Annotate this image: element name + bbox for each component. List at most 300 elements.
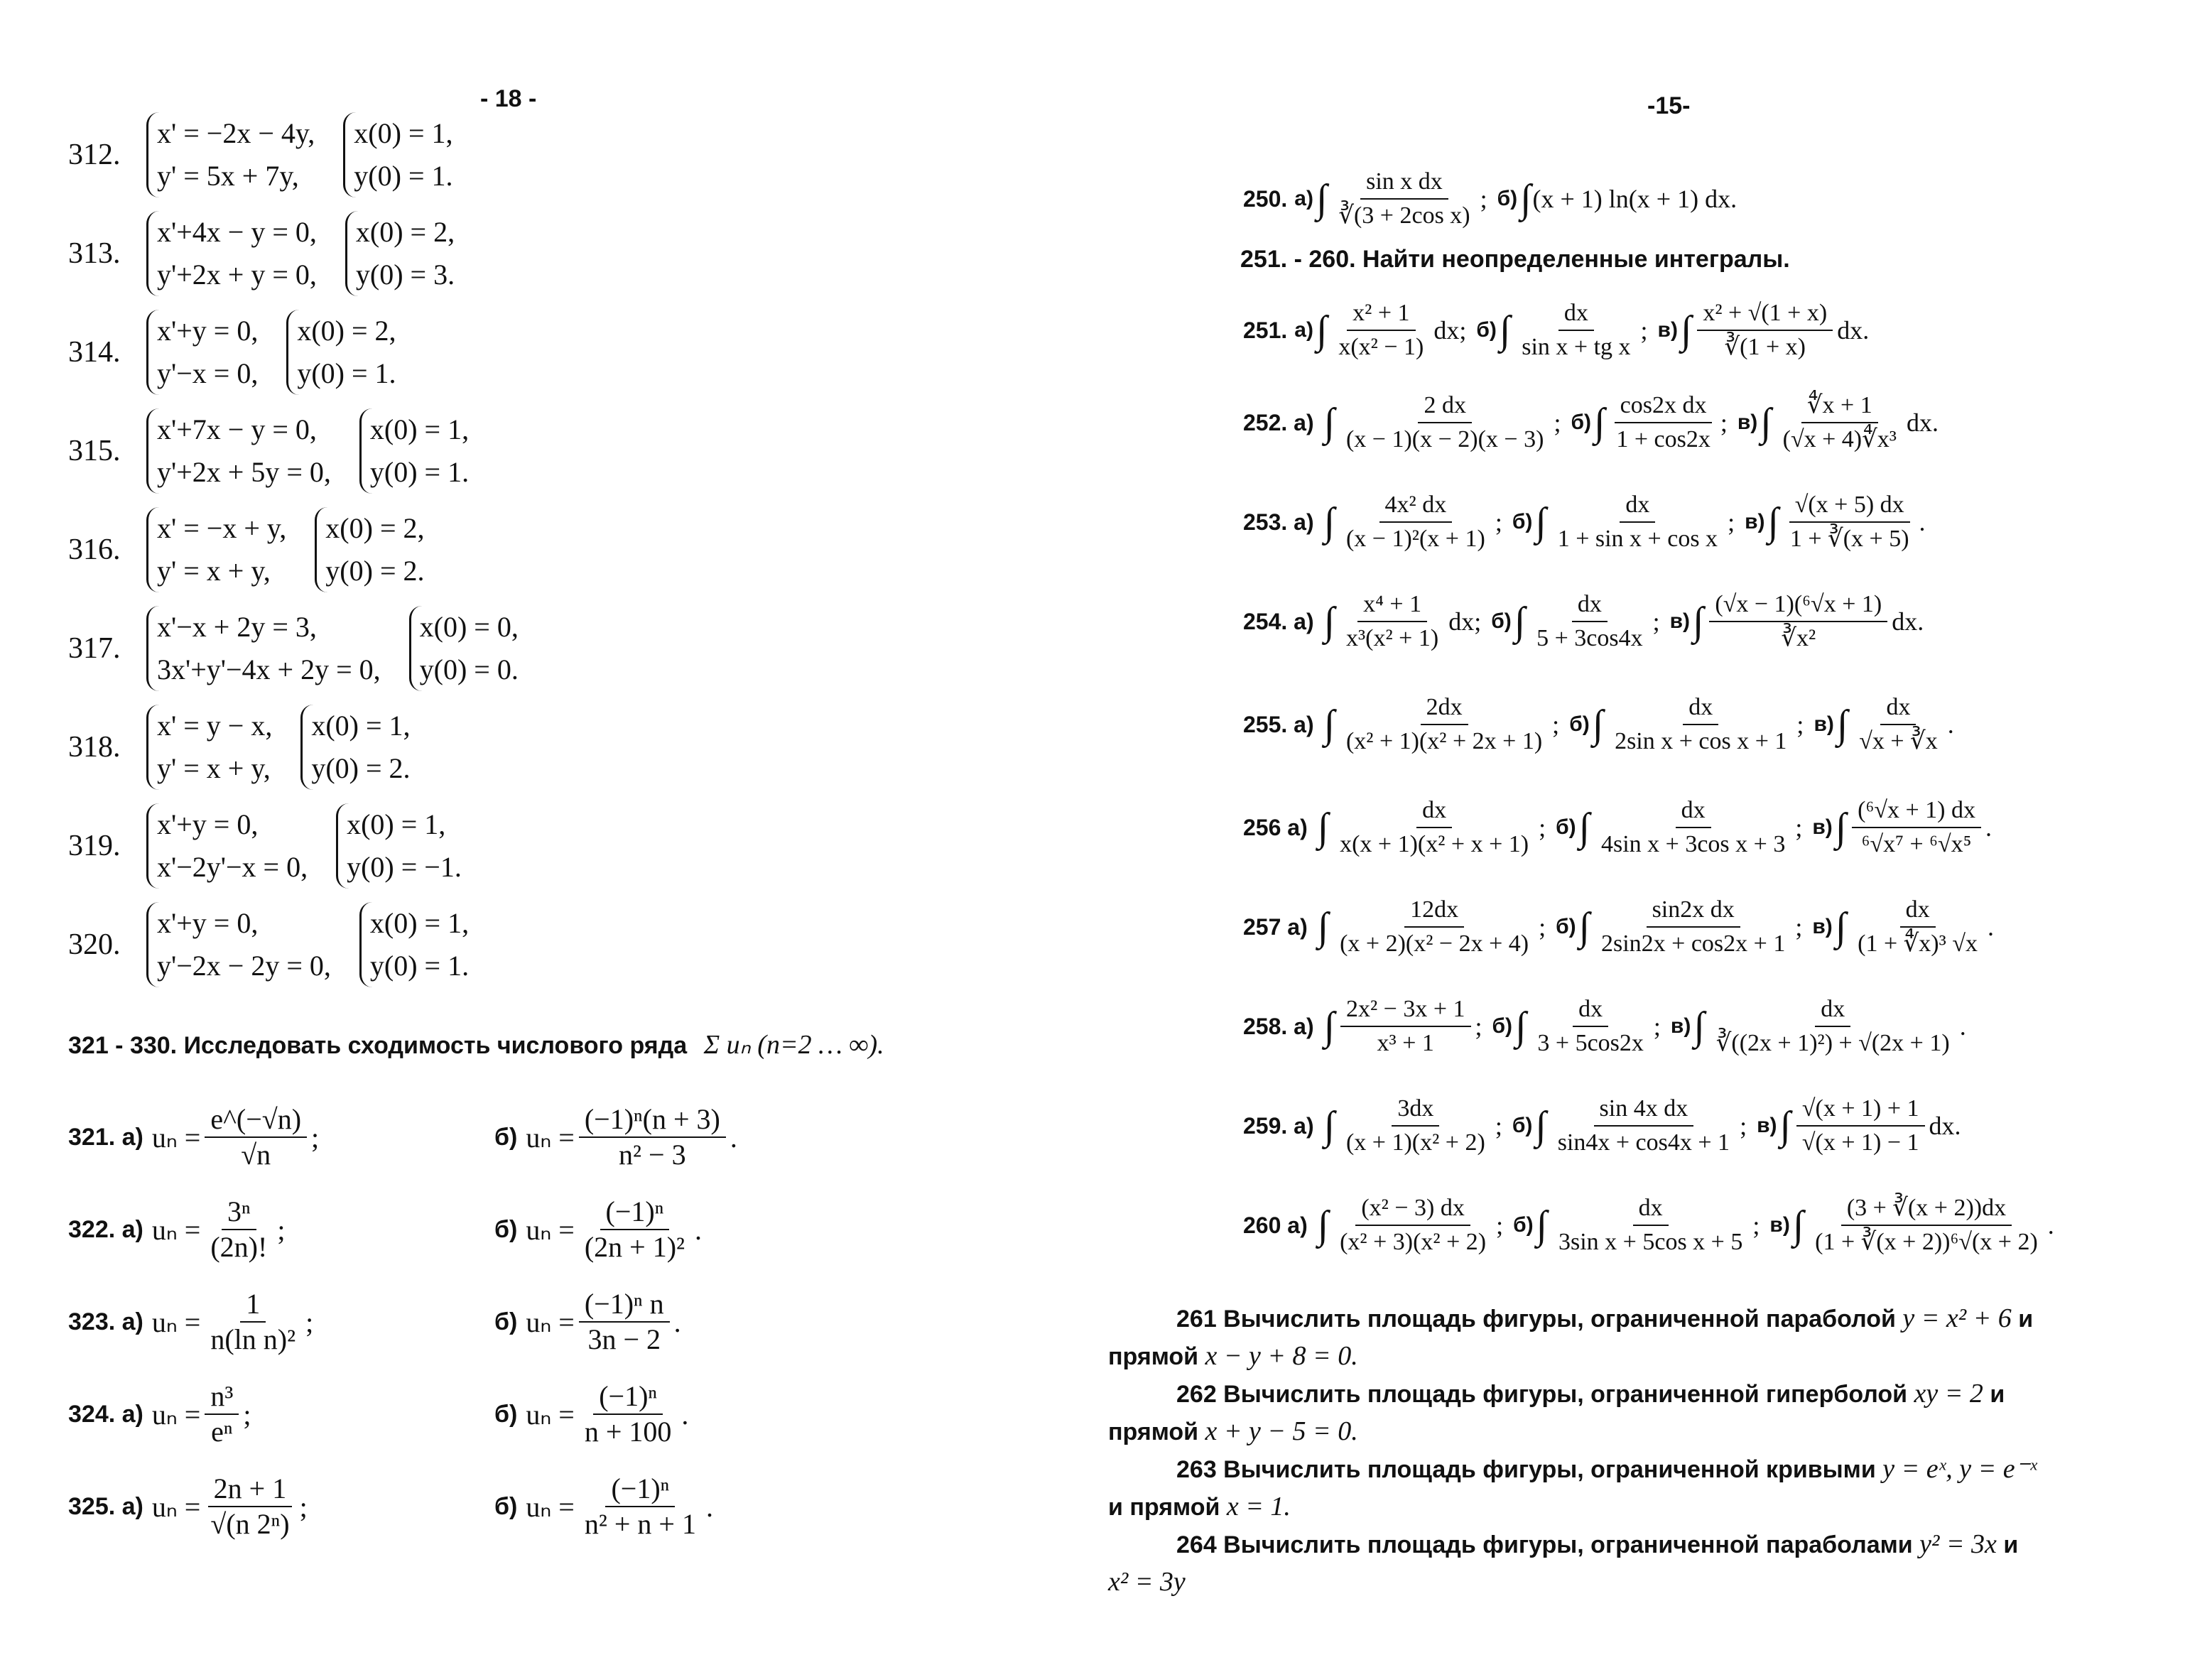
- integral-sign-icon: ∫: [1836, 702, 1848, 747]
- integral-item-end: ;: [1475, 1012, 1482, 1041]
- task-line2-formula: x + y − 5 = 0.: [1205, 1416, 1358, 1446]
- initial-condition-1: x(0) = 2,: [325, 512, 425, 544]
- task-and: и: [2003, 1531, 2019, 1558]
- integrand-fraction: [1609, 691, 1792, 758]
- integrand-fraction-numerator: 2 dx: [1418, 389, 1472, 423]
- integrand-fraction-denominator: (x² + 1)(x² + 2x + 1): [1345, 728, 1543, 754]
- initial-condition-2: y(0) = 2.: [325, 555, 425, 587]
- integral-item-end: ;: [1539, 913, 1546, 941]
- series-b-lhs: uₙ =: [526, 1306, 575, 1338]
- integral-item-end: ;: [1640, 316, 1648, 344]
- integral-item: [1757, 1092, 1961, 1159]
- integrand-fraction-numerator: dx: [1676, 794, 1711, 828]
- series-a-lhs: uₙ =: [151, 1213, 201, 1246]
- integrand-fraction-denominator: sin x + tg x: [1522, 334, 1631, 360]
- series-a-fraction: [205, 1287, 301, 1357]
- series-a-fraction-denominator: (2n)!: [210, 1231, 268, 1263]
- integrand-fraction-numerator: dx: [1815, 993, 1850, 1027]
- series-b-fraction-denominator: n + 100: [584, 1416, 672, 1448]
- integral-item-end: ;: [1495, 508, 1502, 536]
- integral-item-end: dx;: [1448, 607, 1482, 636]
- task-line2-formula: x − y + 8 = 0.: [1205, 1341, 1358, 1371]
- initial-conditions: [343, 112, 452, 197]
- integrand-fraction-numerator: sin x dx: [1360, 166, 1448, 200]
- integral-item-label: в): [1745, 510, 1765, 533]
- integral-item: [1671, 993, 1966, 1060]
- integral-item: [1571, 389, 1727, 456]
- series-part-a: [68, 1287, 494, 1357]
- integral-row: [1243, 369, 2188, 476]
- series-b-label: б): [494, 1123, 518, 1151]
- integral-item: [1476, 297, 1647, 364]
- series-a-fraction: [205, 1472, 295, 1541]
- series-part-a: [68, 1102, 494, 1172]
- integral-row: [1243, 277, 2188, 384]
- series-b-label: б): [494, 1492, 518, 1520]
- integral-item-label: б): [1492, 1014, 1513, 1038]
- task-text: 264 Вычислить площадь фигуры, ограниченной параболами: [1176, 1531, 1913, 1558]
- integrand-fraction-numerator: (3 + ∛(x + 2))dx: [1841, 1192, 2012, 1226]
- series-b-fraction-numerator: (−1)ⁿ(n + 3): [579, 1102, 726, 1138]
- system-row: [68, 403, 497, 499]
- integral-sign-icon: ∫: [1680, 308, 1692, 352]
- integrand-fraction-numerator: dx: [1880, 691, 1916, 725]
- integrand-fraction-denominator: sin4x + cos4x + 1: [1557, 1129, 1730, 1156]
- integral-item-end: .: [1985, 813, 1992, 842]
- series-b-fraction-denominator: (2n + 1)²: [584, 1231, 685, 1263]
- integrand-fraction: [1340, 993, 1471, 1060]
- integral-sign-icon: ∫: [1323, 1004, 1335, 1048]
- integrand-fraction: [1553, 1192, 1748, 1259]
- integral-item-label: б): [1512, 1114, 1533, 1137]
- series-number: 321. а): [68, 1123, 143, 1151]
- area-task: [1108, 1300, 2185, 1375]
- integrand-fraction-numerator: 12dx: [1404, 894, 1464, 928]
- series-a-lhs: uₙ =: [151, 1306, 201, 1338]
- series-part-a: [68, 1472, 494, 1541]
- integral-number: 258. а): [1243, 1013, 1314, 1039]
- series-b-end: .: [681, 1398, 689, 1431]
- integral-sign-icon: ∫: [1317, 805, 1329, 850]
- integral-sign-icon: ∫: [1779, 1104, 1791, 1148]
- integral-item: [1315, 894, 1546, 960]
- system-equations: [146, 803, 308, 889]
- integrand-fraction-denominator: √(x + 1) − 1: [1801, 1129, 1919, 1156]
- integral-item-end: ;: [1728, 508, 1735, 536]
- initial-conditions: [345, 211, 455, 296]
- series-a-fraction-numerator: 3ⁿ: [222, 1195, 256, 1230]
- series-a-fraction: [205, 1379, 239, 1449]
- integral-sign-icon: ∫: [1760, 401, 1772, 445]
- integrand-fraction: [1531, 993, 1649, 1060]
- integral-item: [1812, 894, 1994, 960]
- integrand-fraction: [1340, 489, 1491, 555]
- integral-item: [1321, 588, 1482, 655]
- integrand-fraction-numerator: dx: [1633, 1192, 1669, 1226]
- integral-item-label: б): [1571, 411, 1591, 434]
- task-formula: y² = 3x: [1919, 1529, 1997, 1559]
- series-b-fraction-numerator: (−1)ⁿ: [600, 1195, 670, 1230]
- integral-item-label: в): [1757, 1114, 1777, 1137]
- integral-sign-icon: ∫: [1535, 500, 1546, 544]
- equation-1: x'+4x − y = 0,: [157, 216, 317, 248]
- initial-conditions: [336, 803, 462, 889]
- integral-item: [1670, 588, 1924, 655]
- system-equations: [146, 408, 331, 494]
- integrand-fraction-denominator: x³ + 1: [1377, 1030, 1434, 1056]
- integral-item: [1321, 993, 1482, 1060]
- integral-item-end: ;: [1539, 813, 1546, 842]
- integral-item: [1569, 691, 1804, 758]
- integrand-fraction-numerator: ∜x + 1: [1801, 389, 1878, 423]
- task-second-line: [1108, 1563, 2185, 1601]
- integral-item-end: ;: [1480, 185, 1487, 213]
- integrand-fraction-denominator: 1 + ∛(x + 5): [1789, 526, 1909, 552]
- integrand-fraction-denominator: (x − 1)²(x + 1): [1345, 526, 1485, 552]
- integrand-fraction-denominator: ∛x²: [1781, 625, 1816, 651]
- task-line2-word: прямой: [1108, 1418, 1199, 1445]
- integrand-fraction-numerator: 3dx: [1392, 1092, 1439, 1127]
- series-b-fraction-numerator: (−1)ⁿ n: [579, 1287, 670, 1323]
- equation-2: y'+2x + y = 0,: [157, 259, 317, 291]
- integrand-fraction-numerator: (√x − 1)(⁶√x + 1): [1709, 588, 1887, 622]
- task-and: и: [1990, 1381, 2005, 1408]
- integral-item: [1812, 794, 1992, 861]
- integral-number: 260 а): [1243, 1212, 1308, 1238]
- area-task: [1108, 1526, 2185, 1601]
- system-equations: [146, 112, 315, 197]
- integrand-fraction-numerator: dx: [1900, 894, 1936, 928]
- integral-item-label: а): [1294, 187, 1313, 210]
- series-b-end: .: [695, 1213, 703, 1246]
- integral-item-label: в): [1737, 411, 1758, 434]
- initial-condition-1: x(0) = 2,: [355, 216, 455, 248]
- integral-number: 257 а): [1243, 913, 1308, 940]
- series-sum: Σ uₙ (n=2 … ∞).: [703, 1030, 884, 1060]
- series-b-fraction: [579, 1195, 690, 1264]
- equation-1: x'+7x − y = 0,: [157, 413, 317, 445]
- system-number: 319.: [68, 830, 121, 862]
- initial-condition-2: y(0) = 1.: [297, 357, 396, 389]
- series-b-lhs: uₙ =: [526, 1121, 575, 1154]
- equation-2: y' = 5x + 7y,: [157, 160, 299, 192]
- equation-2: 3x'+y'−4x + 2y = 0,: [157, 653, 381, 685]
- integral-item-end: ;: [1496, 1211, 1504, 1239]
- integrand-fraction-numerator: sin 4x dx: [1594, 1092, 1694, 1127]
- initial-condition-2: y(0) = 1.: [369, 456, 470, 488]
- initial-conditions: [315, 507, 424, 592]
- equation-2: y' = x + y,: [157, 752, 271, 784]
- integrand-fraction-denominator: 1 + sin x + cos x: [1557, 526, 1718, 552]
- task-line2-formula: x² = 3y: [1108, 1567, 1186, 1597]
- integral-item-end: ;: [1554, 408, 1561, 437]
- integral-item: [1315, 794, 1546, 861]
- integrand-fraction-denominator: 1 + cos2x: [1616, 426, 1710, 452]
- system-number: 320.: [68, 928, 121, 961]
- series-b-fraction: [579, 1102, 726, 1172]
- integral-sign-icon: ∫: [1317, 1203, 1329, 1247]
- integral-item-end: ;: [1795, 913, 1803, 941]
- initial-condition-2: y(0) = 3.: [355, 259, 455, 291]
- system-equations: [146, 705, 272, 790]
- initial-conditions: [409, 606, 519, 691]
- integral-sign-icon: ∫: [1578, 905, 1590, 949]
- integral-item: [1315, 1192, 1503, 1259]
- initial-condition-2: y(0) = 2.: [311, 752, 411, 784]
- integrand-fraction: [1516, 297, 1636, 364]
- series-b-end: .: [705, 1490, 713, 1523]
- integral-item: [1294, 297, 1466, 364]
- integral-sign-icon: ∫: [1323, 1104, 1335, 1148]
- integral-item: [1745, 489, 1925, 555]
- series-a-fraction-denominator: √(n 2ⁿ): [210, 1508, 290, 1540]
- integrand-fraction-numerator: dx: [1683, 691, 1718, 725]
- integrand-fraction: [1340, 1092, 1491, 1159]
- integrand-fraction: [1334, 1192, 1492, 1259]
- series-number: 322. а): [68, 1215, 143, 1243]
- area-task: [1108, 1450, 2185, 1526]
- integral-number: 259. а): [1243, 1112, 1314, 1139]
- integral-item: [1813, 691, 1953, 758]
- area-task: [1108, 1375, 2185, 1450]
- series-part-b: [494, 1287, 681, 1357]
- integral-row: [1243, 146, 2188, 252]
- integral-item-label: б): [1556, 915, 1576, 938]
- integral-sign-icon: ∫: [1578, 805, 1590, 850]
- series-a-fraction: [205, 1195, 273, 1264]
- series-b-end: .: [730, 1121, 737, 1154]
- series-part-b: [494, 1195, 702, 1264]
- integral-row: [1243, 671, 2188, 778]
- integral-item-label: б): [1513, 1213, 1534, 1237]
- system-number: 312.: [68, 139, 121, 171]
- integrand-fraction: [1333, 166, 1475, 232]
- integral-number: 251.: [1243, 317, 1288, 343]
- series-a-end: ;: [299, 1490, 308, 1523]
- series-a-fraction-numerator: 1: [240, 1287, 266, 1323]
- integrand-fraction-denominator: √x + ∛x: [1859, 728, 1938, 754]
- integrand-fraction-denominator: 4sin x + 3cos x + 3: [1600, 831, 1786, 857]
- integrand-fraction-numerator: √(x + 5) dx: [1789, 489, 1910, 523]
- integral-item: [1512, 489, 1735, 555]
- series-row: [68, 1183, 1063, 1276]
- system-number: 315.: [68, 435, 121, 467]
- integrand-fraction: [1552, 489, 1723, 555]
- system-number: 318.: [68, 731, 121, 764]
- integral-row: [1243, 973, 2188, 1080]
- integral-sign-icon: ∫: [1536, 1203, 1547, 1247]
- integral-item: [1512, 1092, 1747, 1159]
- series-b-lhs: uₙ =: [526, 1398, 575, 1431]
- integrand-fraction: [1852, 794, 1981, 861]
- series-row: [68, 1368, 1063, 1460]
- integrand-fraction: [1709, 588, 1887, 655]
- integral-sign-icon: ∫: [1535, 1104, 1546, 1148]
- equation-1: x' = −x + y,: [157, 512, 287, 544]
- equation-1: x'−x + 2y = 3,: [157, 611, 317, 643]
- integral-item-label: в): [1670, 1014, 1691, 1038]
- task-text: 262 Вычислить площадь фигуры, ограниченной гиперболой: [1176, 1381, 1908, 1408]
- system-equations: [146, 211, 317, 296]
- integrand-fraction: [1796, 1092, 1925, 1159]
- series-b-fraction: [579, 1472, 702, 1541]
- integral-sign-icon: ∫: [1835, 805, 1847, 850]
- initial-condition-1: x(0) = 1,: [311, 710, 411, 742]
- initial-condition-1: x(0) = 1,: [369, 413, 470, 445]
- system-row: [68, 699, 439, 796]
- series-b-label: б): [494, 1400, 518, 1428]
- integrand-fraction-numerator: dx: [1573, 993, 1608, 1027]
- series-b-fraction: [579, 1379, 678, 1449]
- integral-item: [1497, 176, 1737, 222]
- system-equations: [146, 310, 258, 395]
- integral-item-end: .: [1947, 710, 1954, 739]
- integral-item: [1737, 389, 1939, 456]
- series-a-lhs: uₙ =: [151, 1398, 201, 1431]
- series-a-fraction-denominator: √n: [241, 1139, 271, 1171]
- integral-sign-icon: ∫: [1514, 599, 1526, 644]
- integrand-fraction-denominator: (√x + 4)∜x³: [1782, 426, 1897, 452]
- integral-row: [1243, 774, 2188, 881]
- integral-item: [1492, 993, 1661, 1060]
- initial-conditions: [359, 408, 469, 494]
- system-row: [68, 205, 483, 302]
- integrand-fraction-denominator: ∛(1 + x): [1724, 334, 1806, 360]
- integrand-fraction-numerator: √(x + 1) + 1: [1796, 1092, 1925, 1127]
- initial-condition-1: x(0) = 1,: [347, 808, 446, 840]
- integral-sign-icon: ∫: [1317, 905, 1329, 949]
- integrand-fraction-numerator: dx: [1620, 489, 1655, 523]
- integral-item-end: ;: [1552, 710, 1560, 739]
- system-row: [68, 798, 490, 894]
- integral-number: 255. а): [1243, 711, 1314, 737]
- integral-item-end: ;: [1796, 710, 1804, 739]
- series-a-end: ;: [311, 1121, 320, 1154]
- integral-item-end: ;: [1720, 408, 1728, 437]
- integrand-fraction-denominator: x(x + 1)(x² + x + 1): [1340, 831, 1529, 857]
- integrand-fraction-denominator: (1 + ∜x)³ √x: [1858, 930, 1978, 957]
- equation-1: x'+y = 0,: [157, 907, 259, 939]
- task-line2-formula: x = 1.: [1226, 1492, 1291, 1521]
- task-text: 261 Вычислить площадь фигуры, ограниченной параболой: [1176, 1306, 1896, 1333]
- series-b-fraction-numerator: (−1)ⁿ: [593, 1379, 663, 1415]
- integral-item-end: .: [1959, 1012, 1966, 1041]
- series-a-lhs: uₙ =: [151, 1121, 201, 1154]
- integral-item: [1321, 489, 1502, 555]
- integral-item-label: в): [1812, 815, 1833, 839]
- integrand-fraction-numerator: 4x² dx: [1379, 489, 1453, 523]
- equation-2: y' = x + y,: [157, 555, 271, 587]
- integral-item-end: ;: [1752, 1211, 1760, 1239]
- series-row: [68, 1460, 1063, 1553]
- integral-item-end: ;: [1652, 607, 1660, 636]
- integral-item: [1321, 1092, 1502, 1159]
- task-second-line: [1108, 1337, 2185, 1375]
- series-part-b: [494, 1102, 737, 1172]
- integrand-fraction-numerator: dx: [1572, 588, 1608, 622]
- initial-condition-1: x(0) = 1,: [369, 907, 470, 939]
- integral-row: [1243, 1073, 2188, 1179]
- system-number: 317.: [68, 632, 121, 665]
- integral-number: 252. а): [1243, 409, 1314, 435]
- integral-sign-icon: ∫: [1515, 1004, 1527, 1048]
- task-text: 263 Вычислить площадь фигуры, ограниченной кривыми: [1176, 1456, 1876, 1483]
- system-equations: [146, 606, 381, 691]
- integral-item-label: в): [1657, 318, 1678, 342]
- integrand-fraction: [1697, 297, 1833, 364]
- integrand-fraction-denominator: (x + 1)(x² + 2): [1345, 1129, 1485, 1156]
- integral-sign-icon: ∫: [1593, 401, 1605, 445]
- system-row: [68, 501, 453, 598]
- integral-item-label: а): [1294, 318, 1313, 342]
- integral-number: 250.: [1243, 185, 1288, 212]
- initial-conditions: [286, 310, 396, 395]
- integral-sign-icon: ∫: [1693, 599, 1704, 644]
- integrand-fraction-numerator: (⁶√x + 1) dx: [1852, 794, 1981, 828]
- initial-conditions: [359, 902, 469, 987]
- series-a-fraction-denominator: eⁿ: [211, 1416, 233, 1448]
- system-equations: [146, 507, 286, 592]
- task-formula: y = x² + 6: [1902, 1303, 2012, 1333]
- integral-item-end: dx.: [1892, 607, 1924, 636]
- integral-item-end: .: [1987, 913, 1994, 941]
- task-second-line: [1108, 1413, 2185, 1450]
- integral-item-label: б): [1476, 318, 1497, 342]
- integral-item-end: dx;: [1433, 316, 1467, 344]
- integral-number: 253. а): [1243, 509, 1314, 535]
- series-part-b: [494, 1379, 688, 1449]
- integral-sign-icon: ∫: [1323, 401, 1335, 445]
- integral-sign-icon: ∫: [1792, 1203, 1804, 1247]
- integrand-fraction-numerator: dx: [1558, 297, 1594, 331]
- integrand-fraction: [1852, 894, 1983, 960]
- task-line2-word: и прямой: [1108, 1494, 1220, 1521]
- integrand-fraction: [1710, 993, 1956, 1060]
- integrand-fraction-numerator: x² + √(1 + x): [1697, 297, 1833, 331]
- integral-sign-icon: ∫: [1316, 308, 1328, 352]
- system-equations: [146, 902, 331, 987]
- integral-row: [1243, 469, 2188, 575]
- series-row: [68, 1276, 1063, 1368]
- integral-item: [1769, 1192, 2054, 1259]
- integrand-fraction-denominator: ⁶√x⁷ + ⁶√x⁵: [1861, 831, 1972, 857]
- series-part-a: [68, 1379, 494, 1449]
- integral-item-end: .: [2047, 1211, 2054, 1239]
- series-a-end: ;: [277, 1213, 286, 1246]
- integral-item-label: б): [1569, 712, 1590, 736]
- equation-1: x'+y = 0,: [157, 808, 259, 840]
- integrand-fraction: [1340, 588, 1444, 655]
- task-and: и: [2018, 1306, 2034, 1333]
- task-formula: y = eˣ, y = e⁻ˣ: [1882, 1454, 2037, 1484]
- system-row: [68, 600, 547, 697]
- integrand-fraction-numerator: x² + 1: [1347, 297, 1415, 331]
- series-b-fraction-denominator: n² + n + 1: [584, 1508, 696, 1540]
- integral-row: [1243, 874, 2188, 980]
- integrand-fraction: [1784, 489, 1915, 555]
- integral-sign-icon: ∫: [1499, 308, 1511, 352]
- integrand-fraction-denominator: 2sin2x + cos2x + 1: [1600, 930, 1786, 957]
- series-number: 325. а): [68, 1492, 143, 1520]
- series-b-lhs: uₙ =: [526, 1490, 575, 1523]
- series-number: 324. а): [68, 1400, 143, 1428]
- initial-condition-1: x(0) = 0,: [419, 611, 519, 643]
- integrand-fraction-denominator: x³(x² + 1): [1345, 625, 1439, 651]
- system-number: 313.: [68, 237, 121, 270]
- system-number: 314.: [68, 336, 121, 369]
- integral-item: [1658, 297, 1870, 364]
- integrand-fraction: [1340, 389, 1549, 456]
